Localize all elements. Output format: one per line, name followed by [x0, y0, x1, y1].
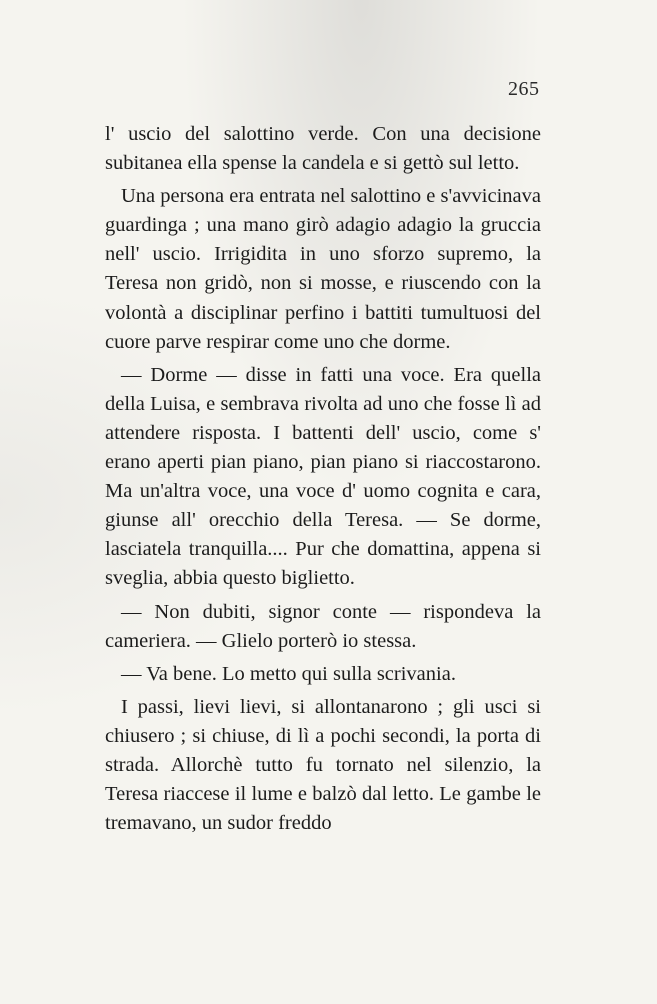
paragraph-1: l' uscio del salottino verde. Con una decisione subitanea ella spense la candela e si gettò sul letto.: [105, 123, 541, 175]
page-number: 265: [508, 78, 540, 100]
paragraph-4: — Non dubiti, signor conte — rispondeva la cameriera. — Glielo porterò io stessa.: [105, 600, 541, 652]
paragraph-5: — Va bene. Lo metto qui sulla scrivania.: [121, 662, 456, 685]
paragraph-6: I passi, lievi lievi, si allontanarono ; gli usci si chiusero ; si chiuse, di lì a pochi secondi, la porta di strada. Allorchè tutto fu tornato nel silenzio, la Teresa riaccese il lume e balzò dal letto. Le gambe le tremavano, un sudor freddo: [105, 695, 541, 835]
paragraph-3: — Dorme — disse in fatti una voce. Era quella della Luisa, e sembrava rivolta ad uno che fosse lì ad attendere risposta. I battenti dell' uscio, come s' erano aperti pian piano, pian piano si riaccostarono. Ma un'altra voce, una voce d' uomo cognita e cara, giunse all' orecchio della Teresa. — Se dorme, lasciatela tranquilla.... Pur che domattina, appena si sveglia, abbia questo biglietto.: [105, 363, 541, 590]
paragraph-2: Una persona era entrata nel salottino e s'avvicinava guardinga ; una mano girò adagio adagio la gruccia nell' uscio. Irrigidita in uno sforzo supremo, la Teresa non gridò, non si mosse, e riuscendo con la volontà a disciplinar perfino i battiti tumultuosi del cuore parve respirar come uno che dorme.: [105, 185, 541, 353]
body-text: [105, 120, 541, 842]
